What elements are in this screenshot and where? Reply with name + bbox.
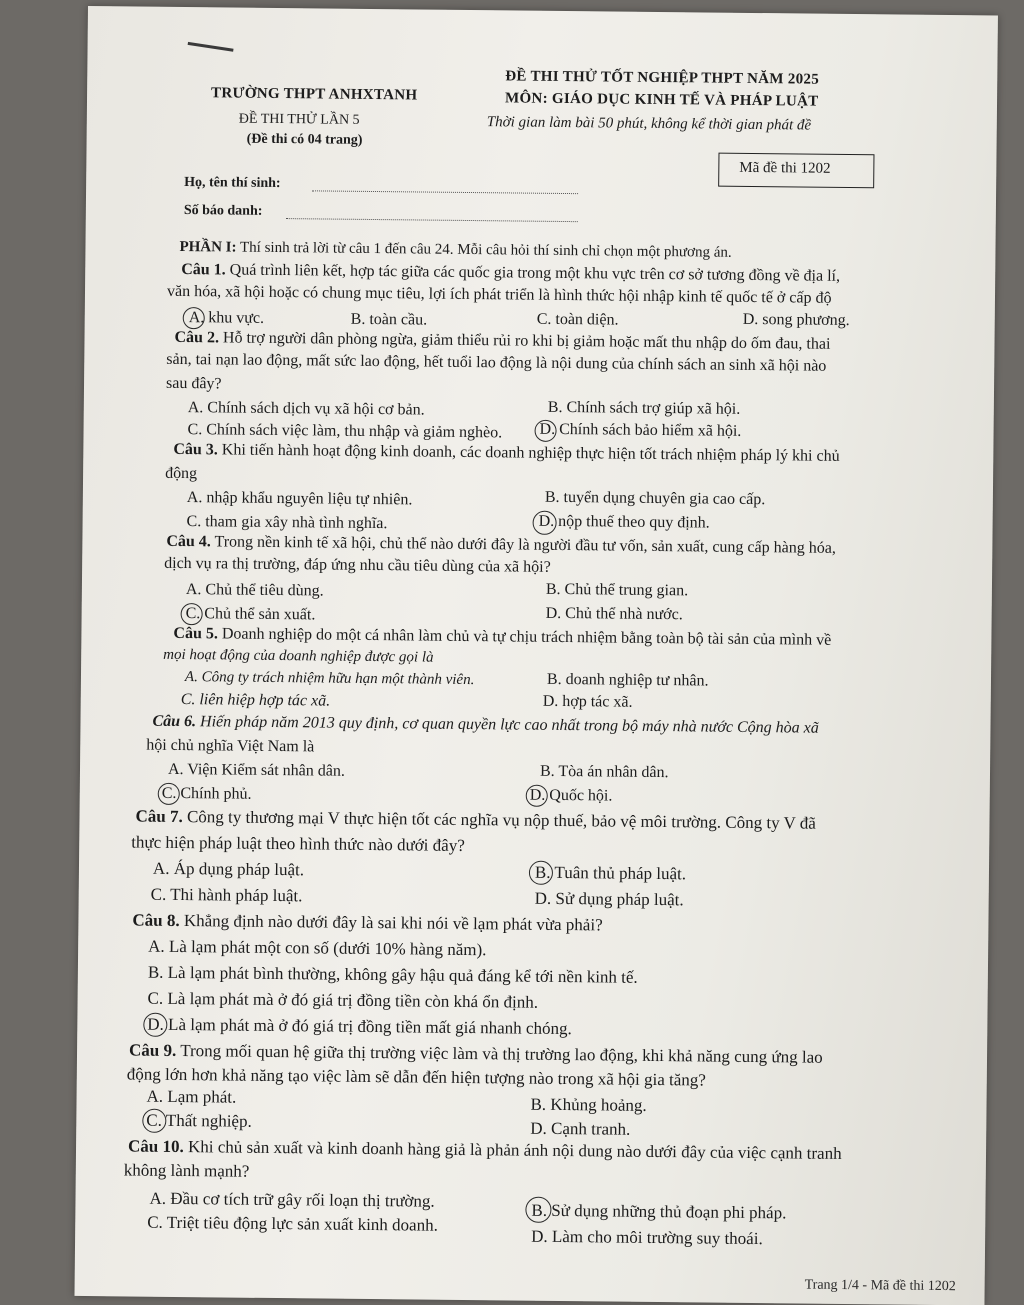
q5-option-c[interactable]: C. liên hiệp hợp tác xã.: [180, 691, 331, 710]
q5-option-a[interactable]: A. Công ty trách nhiệm hữu hạn một thành viên.: [184, 669, 475, 689]
pen-mark: [188, 42, 234, 52]
name-label: Họ, tên thí sinh:: [184, 175, 281, 192]
q7-option-c[interactable]: C. Thi hành pháp luật.: [150, 884, 303, 906]
question-text: sản, tai nạn lao động, mất sức lao động, hết tuổi lao động là nội dung của chính sách an sinh xã hội nào: [166, 350, 827, 375]
q10-option-a[interactable]: A. Đầu cơ tích trữ gây rối loạn thị trường.: [149, 1188, 435, 1211]
q3-option-b[interactable]: B. tuyển dụng chuyên gia cao cấp.: [544, 488, 766, 509]
q3-option-c[interactable]: C. tham gia xây nhà tình nghĩa.: [186, 513, 388, 533]
question-text: Khi tiến hành hoạt động kinh doanh, các doanh nghiệp thực hiện tốt trách nhiệm pháp lý khi chủ: [221, 441, 840, 465]
q7-option-d[interactable]: D. Sử dụng pháp luật.: [534, 888, 684, 910]
part-heading: [179, 239, 731, 262]
question-text: mọi hoạt động của doanh nghiệp được gọi là: [163, 646, 434, 666]
exam-label: ĐỀ THI THỬ LẦN 5: [238, 111, 360, 128]
q7-option-a[interactable]: A. Áp dụng pháp luật.: [152, 858, 305, 880]
q6-option-c[interactable]: C. Chính phủ.: [161, 784, 252, 803]
question-4: [166, 533, 836, 558]
question-text: Trong nền kinh tế xã hội, chủ thể nào dưới đây là người đầu tư vốn, sản xuất, cung cấp hàng hóa,: [214, 533, 836, 557]
question-text: hội chủ nghĩa Việt Nam là: [146, 736, 315, 756]
answer-circle: [158, 783, 180, 805]
question-7: [135, 807, 816, 834]
question-label: Câu 8.: [132, 910, 180, 931]
question-8: [132, 911, 602, 936]
q3-option-a[interactable]: A. nhập khẩu nguyên liệu tự nhiên.: [186, 489, 413, 509]
q9-option-c[interactable]: C. Thất nghiệp.: [146, 1110, 252, 1131]
question-text: động: [165, 464, 198, 483]
id-label: Số báo danh:: [183, 203, 263, 219]
q5-option-d[interactable]: D. hợp tác xã.: [542, 692, 633, 711]
school-name: TRƯỜNG THPT ANHXTANH: [211, 85, 418, 104]
q1-option-c[interactable]: C. toàn diện.: [536, 310, 619, 329]
answer-circle: [183, 307, 205, 329]
question-text: thực hiện pháp luật theo hình thức nào dưới đây?: [131, 832, 465, 855]
exam-sheet: [74, 6, 997, 1305]
subject: MÔN: GIÁO DỤC KINH TẾ VÀ PHÁP LUẬT: [504, 90, 819, 110]
name-line: [312, 190, 578, 194]
question-text: Khẳng định nào dưới đây là sai khi nói về lạm phát vừa phải?: [183, 911, 603, 935]
q8-option-d[interactable]: D. Là lạm phát mà ở đó giá trị đồng tiền mất giá nhanh chóng.: [147, 1014, 572, 1039]
q2-option-b[interactable]: B. Chính sách trợ giúp xã hội.: [547, 398, 741, 418]
q9-option-d[interactable]: D. Cạnh tranh.: [530, 1118, 631, 1139]
question-text: Khi chủ sản xuất và kinh doanh hàng giả là phản ánh nội dung nào dưới đây của việc cạnh tranh: [187, 1137, 842, 1163]
part-instruction: Thí sinh trả lời từ câu 1 đến câu 24. Mỗi câu hỏi thí sinh chỉ chọn một phương án.: [239, 239, 732, 261]
q6-option-b[interactable]: B. Tòa án nhân dân.: [539, 762, 669, 782]
q9-option-b[interactable]: B. Khủng hoảng.: [530, 1094, 647, 1115]
q6-option-d[interactable]: D. Quốc hội.: [529, 786, 613, 805]
question-1: [181, 261, 840, 286]
question-text: dịch vụ ra thị trường, đáp ứng nhu cầu tiêu dùng của xã hội?: [164, 554, 551, 576]
question-label: Câu 10.: [127, 1136, 184, 1157]
part-title: PHẦN I:: [179, 238, 237, 256]
q4-option-a[interactable]: A. Chủ thể tiêu dùng.: [185, 581, 324, 600]
question-text: Hỗ trợ người dân phòng ngừa, giảm thiểu rủi ro khi bị giảm hoặc mất thu nhập do ốm đau, thai: [222, 329, 831, 353]
q2-option-a[interactable]: A. Chính sách dịch vụ xã hội cơ bản.: [187, 399, 425, 419]
q2-option-c[interactable]: C. Chính sách việc làm, thu nhập và giảm nghèo.: [187, 421, 503, 442]
answer-circle: [181, 603, 203, 625]
q7-option-b[interactable]: B. Tuân thủ pháp luật.: [534, 862, 687, 884]
page-footer: Trang 1/4 - Mã đề thi 1202: [804, 1277, 956, 1295]
answer-circle: [526, 785, 548, 807]
q8-option-c[interactable]: C. Là lạm phát mà ở đó giá trị đồng tiền còn khá ổn định.: [147, 988, 539, 1012]
q6-option-a[interactable]: A. Viện Kiểm sát nhân dân.: [167, 760, 346, 780]
question-text: Hiến pháp năm 2013 quy định, cơ quan quyền lực cao nhất trong bộ máy nhà nước Cộng hòa xã: [200, 713, 819, 737]
q2-option-d[interactable]: D. Chính sách bảo hiểm xã hội.: [539, 420, 742, 440]
q1-option-b[interactable]: B. toàn cầu.: [350, 310, 428, 329]
answer-circle: [143, 1013, 167, 1037]
pages-note: (Đề thi có 04 trang): [246, 131, 363, 148]
answer-circle: [142, 1109, 166, 1133]
question-text: không lành mạnh?: [123, 1160, 250, 1181]
id-line: [286, 218, 578, 222]
q10-option-b[interactable]: B. Sử dụng những thủ đoạn phi pháp.: [531, 1200, 787, 1223]
question-label: Câu 9.: [128, 1040, 177, 1060]
question-3: [173, 441, 839, 466]
q10-option-c[interactable]: C. Triệt tiêu động lực sản xuất kinh doanh.: [147, 1212, 439, 1235]
question-5: [173, 625, 831, 650]
question-text: văn hóa, xã hội hoặc có chung mục tiêu, lợi ích phát triển là hình thức hội nhập kinh tế quốc tế ở cấp độ: [166, 282, 832, 307]
q5-option-b[interactable]: B. doanh nghiệp tư nhân.: [546, 670, 709, 690]
q4-option-b[interactable]: B. Chủ thể trung gian.: [545, 580, 689, 600]
question-2: [174, 329, 830, 354]
question-label: Câu 1.: [181, 260, 226, 279]
question-label: Câu 5.: [173, 624, 218, 643]
q8-option-a[interactable]: A. Là lạm phát một con số (dưới 10% hàng năm).: [148, 936, 487, 960]
question-text: Công ty thương mại V thực hiện tốt các nghĩa vụ nộp thuế, bảo vệ môi trường. Công ty V đã: [186, 807, 816, 833]
question-text: Quá trình liên kết, hợp tác giữa các quốc gia trong một khu vực trên cơ sở tương đồng về địa lí,: [229, 261, 841, 285]
question-label: Câu 3.: [173, 440, 218, 459]
question-label: Câu 6.: [152, 712, 197, 731]
q8-option-b[interactable]: B. Là lạm phát bình thường, không gây hậu quả đáng kể tới nền kinh tế.: [147, 962, 638, 987]
question-text: Trong mối quan hệ giữa thị trường việc làm và thị trường lao động, khi khả năng cung ứng lao: [180, 1041, 823, 1067]
exam-title: ĐỀ THI THỬ TỐT NGHIỆP THPT NĂM 2025: [505, 68, 820, 88]
question-text: Doanh nghiệp do một cá nhân làm chủ và tự chịu trách nhiệm bằng toàn bộ tài sản của mình về: [221, 625, 832, 649]
exam-code-box: [718, 153, 874, 189]
q1-option-d[interactable]: D. song phương.: [742, 310, 850, 329]
answer-circle: [532, 511, 556, 535]
question-text: sau đây?: [165, 374, 222, 393]
q1-option-a[interactable]: A. khu vực.: [188, 309, 265, 327]
q10-option-d[interactable]: D. Làm cho môi trường suy thoái.: [531, 1226, 763, 1249]
question-label: Câu 4.: [166, 532, 211, 551]
q3-option-d[interactable]: D. nộp thuế theo quy định.: [538, 512, 710, 532]
question-6: [152, 713, 818, 738]
answer-circle: [529, 861, 553, 885]
exam-code: Mã đề thi 1202: [739, 159, 831, 177]
question-label: Câu 2.: [174, 328, 220, 347]
question-9: [129, 1040, 823, 1067]
answer-circle: [525, 1197, 551, 1223]
q4-option-c[interactable]: C. Chủ thể sản xuất.: [185, 605, 316, 624]
question-10: [128, 1136, 842, 1163]
time-note: Thời gian làm bài 50 phút, không kể thời gian phát đề: [486, 114, 812, 134]
question-text: động lớn hơn khả năng tạo việc làm sẽ dẫn đến hiện tượng nào trong xã hội gia tăng?: [126, 1064, 706, 1090]
question-label: Câu 7.: [135, 806, 183, 827]
answer-circle: [534, 420, 556, 442]
q4-option-d[interactable]: D. Chủ thể nhà nước.: [545, 604, 683, 624]
q9-option-a[interactable]: A. Lạm phát.: [146, 1086, 237, 1107]
